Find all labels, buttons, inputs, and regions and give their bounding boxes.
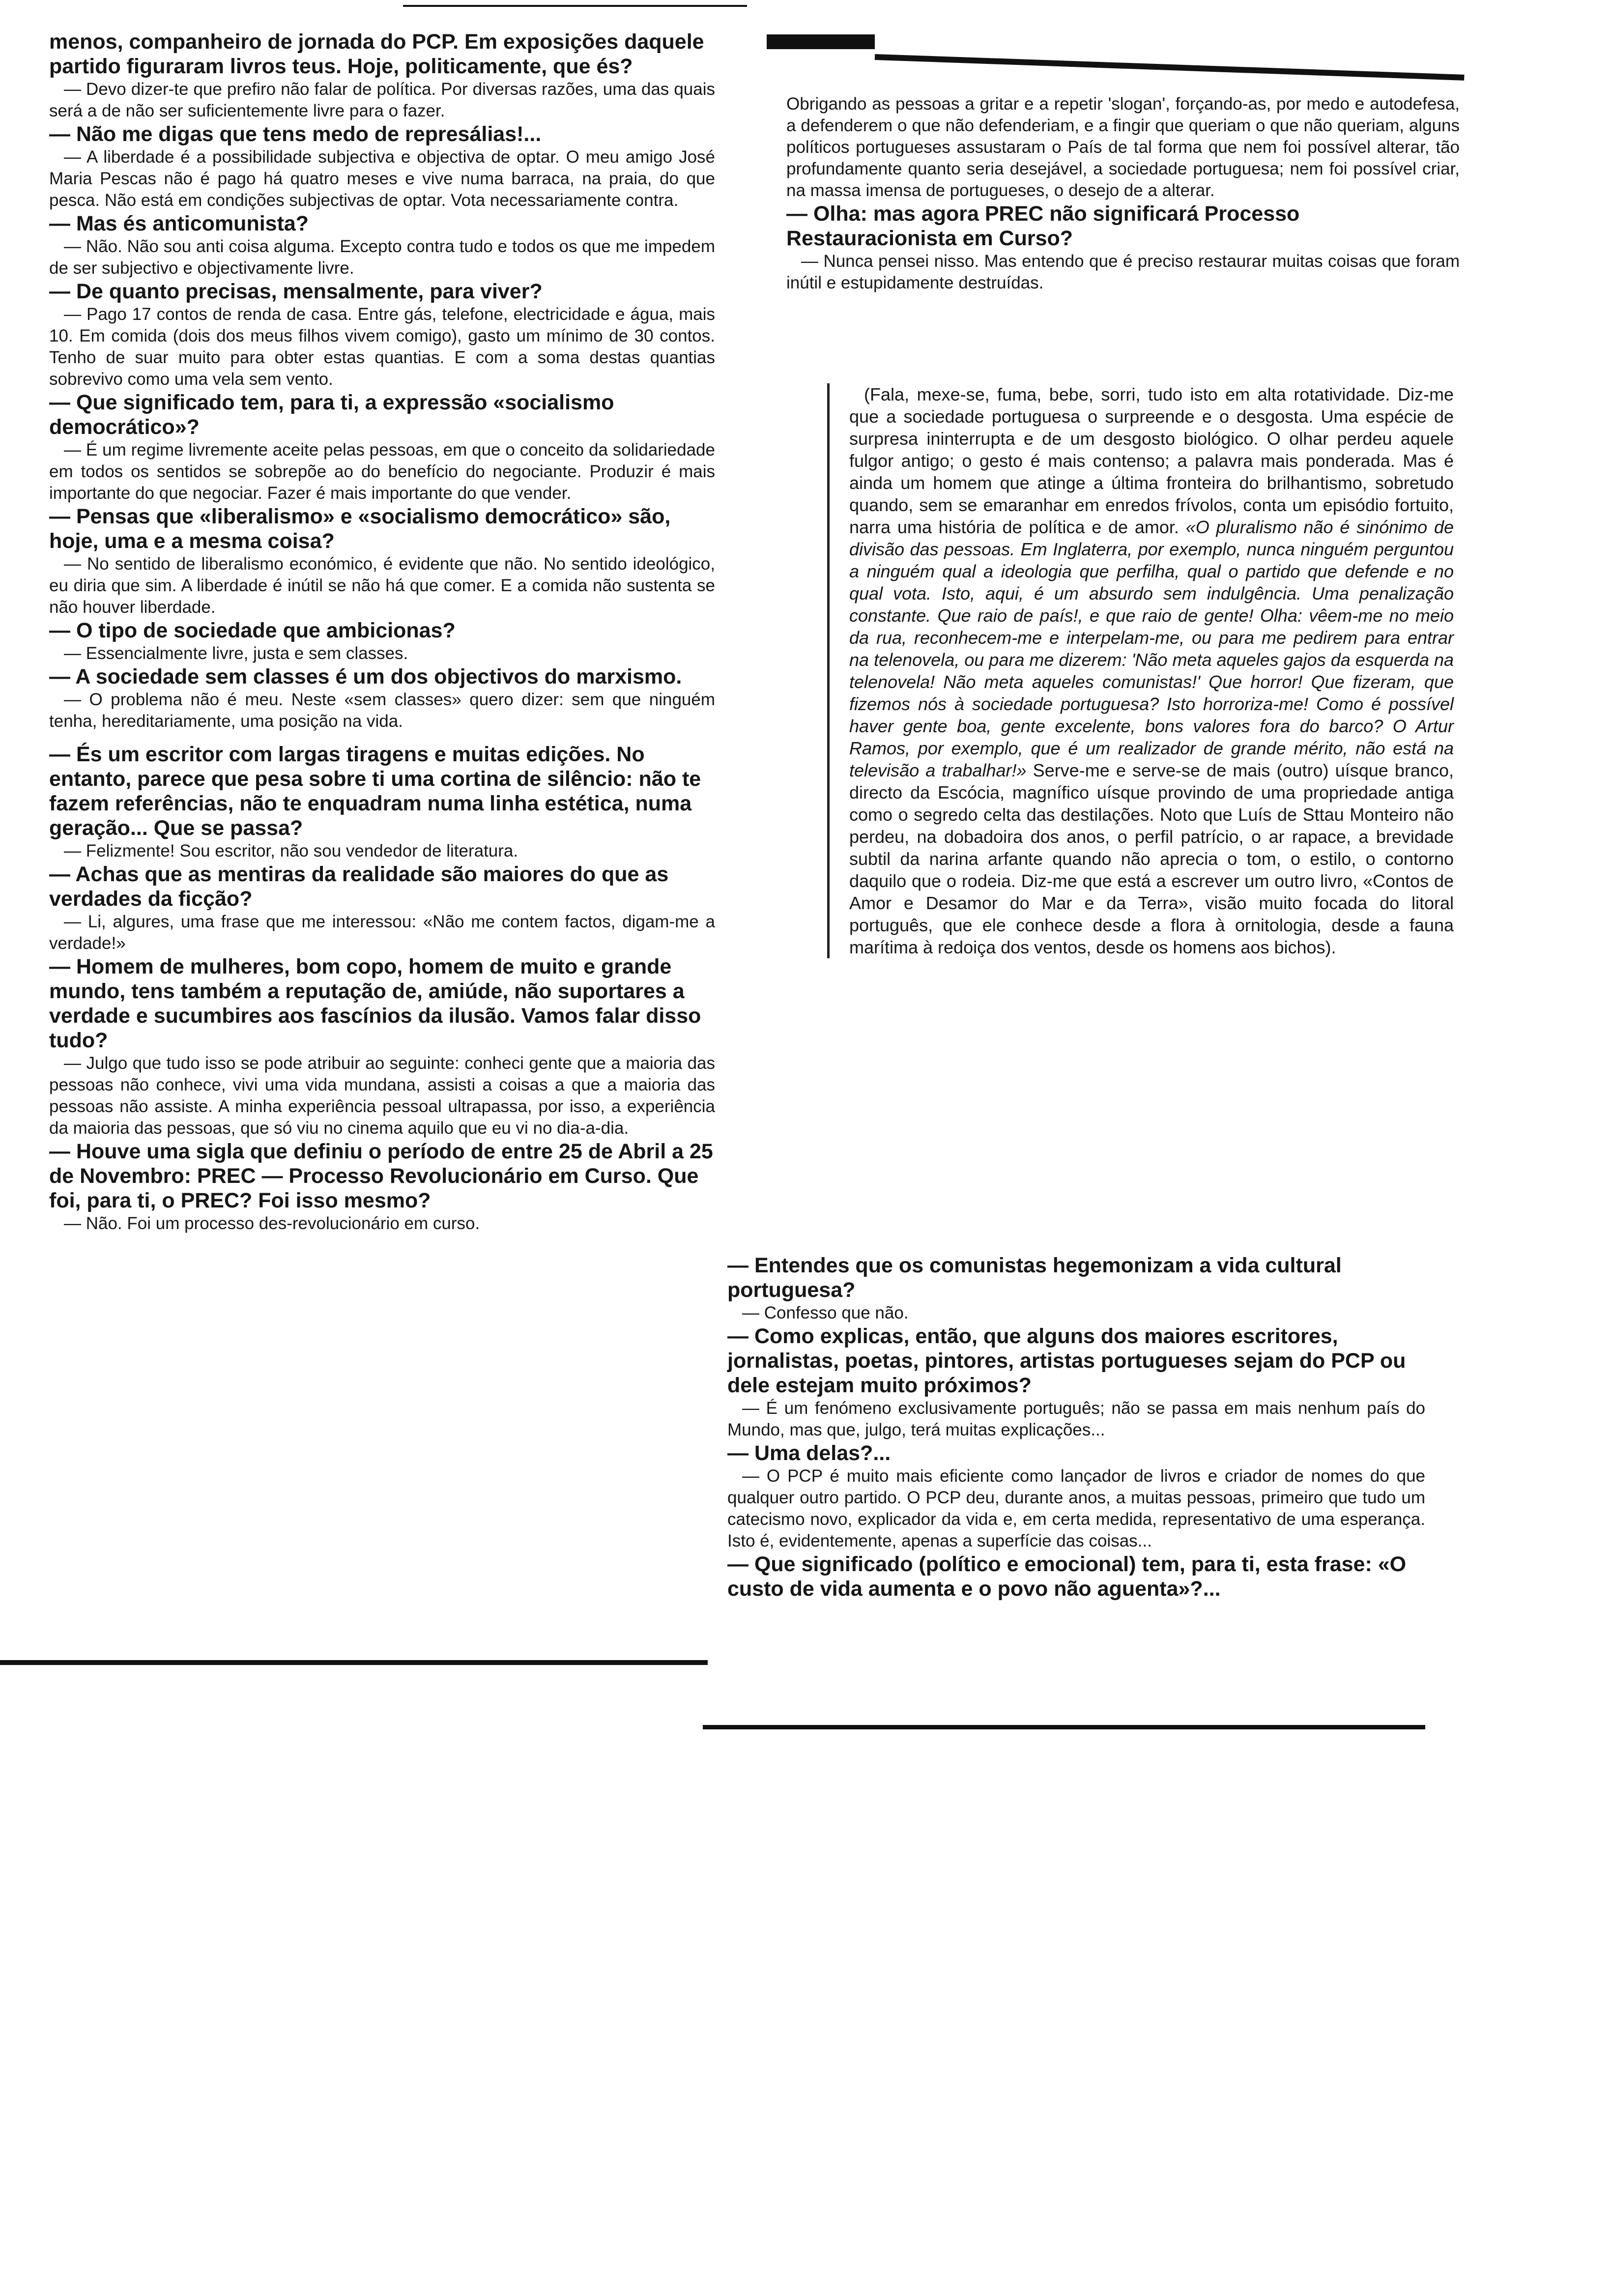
answer: — Pago 17 contos de renda de casa. Entre gás, telefone, electricidade e água, mais 10. Em comida (dois dos meus filhos vivem comigo), gasto um mínimo de 30 contos. Tenho de suar muito para obter estas quantias. E com a soma destas quantias sobrevivo como uma vela sem vento. [49, 305, 715, 389]
answer: — Não. Foi um processo des-revolucionário em curso. [64, 1214, 480, 1233]
right-column-bottom-rule [703, 1725, 1425, 1729]
answer: — O PCP é muito mais eficiente como lançador de livros e criador de nomes do que qualquer outro partido. O PCP deu, durante anos, a muitas pessoas, primeiro que tudo um catecismo novo, explicador da vida e, em certa medida, representativo de uma esperança. Isto é, evidentemente, apenas a superfície das coisas... [727, 1466, 1425, 1550]
right-column-top [786, 93, 1460, 294]
question: — De quanto precisas, mensalmente, para viver? [49, 280, 543, 303]
top-banner-bar [767, 34, 875, 49]
answer: — Nunca pensei nisso. Mas entendo que é preciso restaurar muitas coisas que foram inútil e estupidamente destruídas. [786, 252, 1460, 292]
question: — A sociedade sem classes é um dos objectivos do marxismo. [49, 665, 682, 689]
answer: — A liberdade é a possibilidade subjectiva e objectiva de optar. O meu amigo José Maria Pescas não é pago há quatro meses e vive numa barraca, na praia, do que pesca. Não está em condições subjectivas de optar. Vota necessariamente contra. [49, 147, 715, 210]
answer: — É um regime livremente aceite pelas pessoas, em que o conceito da solidariedade em todos os sentidos se sobrepõe ao do benefício do negociante. Produzir é mais importante do que negociar. Fazer é mais importante do que vender. [49, 440, 715, 503]
question: — Pensas que «liberalismo» e «socialismo democrático» são, hoje, uma e a mesma coisa? [49, 505, 671, 553]
answer: — Não. Não sou anti coisa alguma. Excepto contra tudo e todos os que me impedem de ser subjectivo e objectivamente livre. [49, 237, 715, 278]
quote-italic-speech: «O pluralismo não é sinónimo de divisão das pessoas. Em Inglaterra, por exemplo, nunca ninguém perguntou a ninguém qual a ideologia que perfilha, qual o partido que defende e no qual vota. Isto, aqui, é um absurdo sem indulgência. Uma penalização constante. Que raio de país!, e que raio de gente! Olha: vêem-me no meio da rua, reconhecem-me e interpelam-me, ou para me pedirem para entrar na telenovela, ou para me dizerem: 'Não meta aqueles gajos da esquerda na telenovela! Não meta aqueles comunistas!' Que horror! Que fizeram, que fizemos nós à sociedade portuguesa? Isto horroriza-me! Como é possível haver gente boa, gente excelente, bons valores fora do barco? O Artur Ramos, por exemplo, que é um realizador de grande mérito, não está na televisão a trabalhar!» [849, 517, 1454, 780]
question: — Homem de mulheres, bom copo, homem de muito e grande mundo, tens também a reputação de, amiúde, não suportares a verdade e sucumbires aos fascínios da ilusão. Vamos falar disso tudo? [49, 955, 701, 1052]
left-column-bottom-rule [0, 1660, 708, 1665]
narrative-quote-box [827, 383, 1454, 958]
question: — Uma delas?... [727, 1441, 891, 1465]
answer: — Julgo que tudo isso se pode atribuir ao seguinte: conheci gente que a maioria das pessoas não conhece, vivi uma vida mundana, assisti a coisas a que a maioria das pessoas não assiste. A minha experiência pessoal ultrapassa, por isso, a experiência da maioria das pessoas, que só viu no cinema aquilo que eu vi no dia-a-dia. [49, 1054, 715, 1138]
continuation-paragraph: Obrigando as pessoas a gritar e a repetir 'slogan', forçando-as, por medo e autodefesa, a defenderem o que não defenderiam, e a fingir que queriam o que não queriam, alguns políticos portugueses assustaram o País de tal forma que nem foi possível alterar, tão profundamente quanto seria desejável, a sociedade portuguesa; nem foi possível criar, na massa imensa de portugueses, o desejo de a alterar. [786, 94, 1460, 200]
top-rule-right [875, 54, 1465, 81]
answer: — No sentido de liberalismo económico, é evidente que não. No sentido ideológico, eu diria que sim. A liberdade é inútil se não há que comer. E a comida não sustenta se não houver liberdade. [49, 554, 715, 617]
question: — Olha: mas agora PREC não significará Processo Restauracionista em Curso? [786, 202, 1300, 250]
question: — Como explicas, então, que alguns dos maiores escritores, jornalistas, poetas, pintores, artistas portugueses sejam do PCP ou dele estejam muito próximos? [727, 1324, 1406, 1397]
left-column [49, 29, 715, 1234]
answer: — Essencialmente livre, justa e sem classes. [64, 644, 408, 663]
answer: — É um fenómeno exclusivamente português; não se passa em mais nenhum país do Mundo, mas que, julgo, terá muitas explicações... [727, 1399, 1425, 1439]
question: — Mas és anticomunista? [49, 212, 309, 235]
answer: — Li, algures, uma frase que me interessou: «Não me contem factos, digam-me a verdade!» [49, 912, 715, 953]
question: — O tipo de sociedade que ambicionas? [49, 619, 456, 642]
answer: — O problema não é meu. Neste «sem classes» quero dizer: sem que ninguém tenha, hereditariamente, uma posição na vida. [49, 690, 715, 731]
question: — Houve uma sigla que definiu o período de entre 25 de Abril a 25 de Novembro: PREC — Processo Revolucionário em Curso. Que foi, para ti, o PREC? Foi isso mesmo? [49, 1140, 713, 1212]
question: — Entendes que os comunistas hegemonizam a vida cultural portuguesa? [727, 1254, 1342, 1302]
answer: — Devo dizer-te que prefiro não falar de política. Por diversas razões, uma das quais será a de não ser suficientemente livre para o fazer. [49, 80, 715, 120]
intro-question: menos, companheiro de jornada do PCP. Em exposições daquele partido figuraram livros teus. Hoje, politicamente, que és? [49, 30, 704, 78]
quote-part-2: Serve-me e serve-se de mais (outro) uísque branco, directo da Escócia, magnífico uísque provindo de uma propriedade antiga como o segredo celta das destilações. Noto que Luís de Sttau Monteiro não perdeu, na dobadoira dos anos, o perfil patrício, o ar rapace, a brevidade subtil da narina arfante quando não aprecia o tom, o estilo, o contorno daquilo que o rodeia. Diz-me que está a escrever um outro livro, «Contos de Amor e Desamor do Mar e da Terra», visão muito focada do litoral português, que ele conhece desde a flora à ornitologia, desde a fauna marítima à redoiça dos ventos, desde os homens aos bichos). [849, 760, 1454, 957]
answer: — Felizmente! Sou escritor, não sou vendedor de literatura. [64, 841, 518, 861]
right-column-bottom [727, 1253, 1425, 1601]
top-rule-left [403, 5, 747, 7]
question: — És um escritor com largas tiragens e muitas edições. No entanto, parece que pesa sobre ti uma cortina de silêncio: não te fazem referências, não te enquadram numa linha estética, numa geração... Que se passa? [49, 743, 701, 840]
question: — Achas que as mentiras da realidade são maiores do que as verdades da ficção? [49, 862, 669, 911]
quote-part-1: (Fala, mexe-se, fuma, bebe, sorri, tudo isto em alta rotatividade. Diz-me que a sociedade portuguesa o surpreende e o desgosta. Uma espécie de surpresa ininterrupta e de um desgosto biológico. O olhar perdeu aquele fulgor antigo; o gesto é mais contenso; a palavra mais ponderada. Mas é ainda um homem que atinge a última fronteira do brilhantismo, sobretudo quando, sem se emaranhar em enredos frívolos, conta um episódio fortuito, narra uma história de política e de amor. [849, 384, 1454, 537]
quote-narrative [849, 383, 1454, 958]
question: — Que significado tem, para ti, a expressão «socialismo democrático»? [49, 391, 614, 439]
answer: — Confesso que não. [742, 1303, 909, 1322]
question: — Não me digas que tens medo de represálias!... [49, 122, 542, 146]
question: — Que significado (político e emocional) tem, para ti, esta frase: «O custo de vida aumenta e o povo não aguenta»?... [727, 1552, 1407, 1601]
